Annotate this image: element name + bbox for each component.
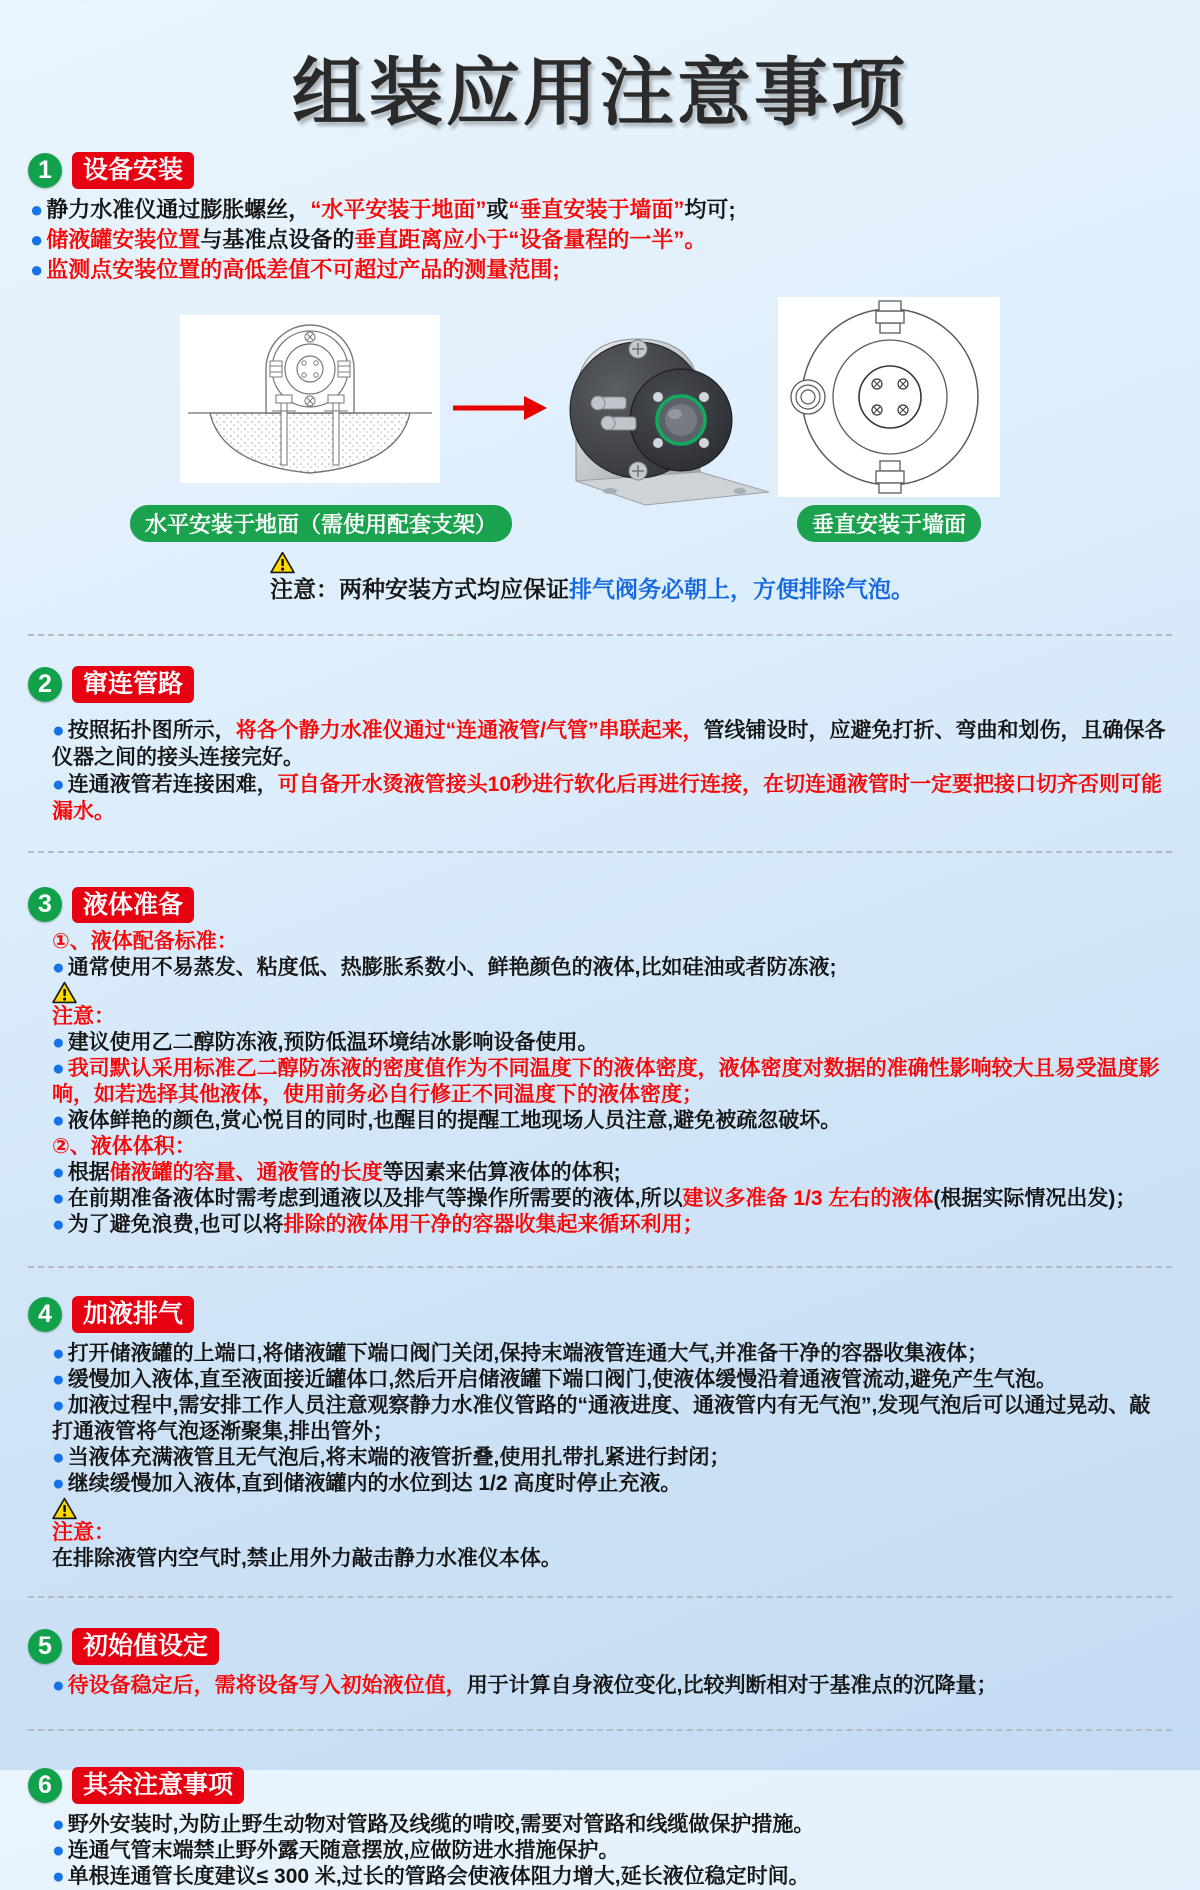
text-run: 按照拓扑图所示， bbox=[67, 718, 236, 742]
text-run: ①、液体配备标准： bbox=[52, 930, 238, 954]
instruction-line bbox=[52, 771, 1170, 825]
bullet-icon: ● bbox=[52, 956, 65, 980]
bullet-icon: ● bbox=[52, 1161, 65, 1185]
text-run: 建议多准备 1/3 左右的液体 bbox=[682, 1187, 934, 1211]
text-run: 可自备开水烫液管接头10秒进行软化后再进行连接，在切连通液管时一定要把接口切齐否则可能漏水。 bbox=[52, 772, 1163, 823]
text-run: 通常使用不易蒸发、粘度低、热膨胀系数小、鲜艳颜色的液体,比如硅油或者防冻液; bbox=[67, 956, 837, 980]
text-run: 当液体充满液管且无气泡后,将末端的液管折叠,使用扎带扎紧进行封闭； bbox=[67, 1446, 731, 1469]
text-run: (根据实际情况出发)； bbox=[933, 1187, 1137, 1211]
section-number-badge: 2 bbox=[28, 667, 62, 702]
text-run: 继续缓慢加入液体,直到储液罐内的水位到达 1/2 高度时停止充液。 bbox=[67, 1472, 682, 1495]
text-run: 垂直距离应小于“设备量程的一半”。 bbox=[354, 226, 707, 252]
section-6-lines bbox=[52, 1812, 1170, 1890]
section-number-badge: 5 bbox=[28, 1629, 62, 1664]
bullet-icon: ● bbox=[52, 1673, 65, 1697]
bullet-icon: ● bbox=[30, 256, 44, 282]
section-divider bbox=[28, 1596, 1172, 1598]
instruction-line bbox=[52, 955, 1170, 981]
section-divider bbox=[28, 851, 1172, 853]
bullet-icon: ● bbox=[30, 196, 44, 222]
installation-note bbox=[270, 551, 1200, 604]
text-run: 用于计算自身液位变化,比较判断相对于基准点的沉降量； bbox=[466, 1673, 998, 1697]
text-run: 我司默认采用标准乙二醇防冻液的密度值作为不同温度下的液体密度，液体密度对数据的准确性影响较大且易受温度影响，如若选择其他液体，使用前务必自行修正不同温度下的液体密度； bbox=[52, 1057, 1160, 1107]
instruction-line bbox=[52, 717, 1170, 771]
text-run: 储液罐的容量、通液管的长度 bbox=[109, 1161, 383, 1185]
bullet-icon: ● bbox=[52, 1472, 65, 1495]
warning-line bbox=[52, 1497, 1170, 1546]
instruction-line bbox=[52, 1341, 1170, 1367]
installation-figures bbox=[0, 293, 1200, 543]
section-3-header bbox=[28, 887, 1200, 924]
instruction-line bbox=[52, 1186, 1170, 1212]
bullet-icon: ● bbox=[52, 1109, 65, 1133]
bullet-icon: ● bbox=[52, 1057, 65, 1081]
text-run: 加液过程中,需安排工作人员注意观察静力水准仪管路的“通液进度、通液管内有无气泡”,发现气泡后可以通过晃动、敲打通液管将气泡逐渐聚集,排出管外； bbox=[52, 1394, 1151, 1443]
section-4-header bbox=[28, 1296, 1200, 1333]
section-4-lines bbox=[52, 1341, 1170, 1572]
instruction-line bbox=[52, 1812, 1170, 1838]
section-6-header bbox=[28, 1767, 1200, 1804]
bullet-icon: ● bbox=[52, 1446, 65, 1469]
text-run: “垂直安装于墙面” bbox=[508, 196, 685, 222]
section-2-header bbox=[28, 666, 1200, 703]
section-number-badge: 6 bbox=[28, 1768, 62, 1803]
section-2-lines bbox=[52, 717, 1170, 825]
bullet-icon: ● bbox=[52, 1368, 65, 1391]
bullet-icon: ● bbox=[52, 1812, 65, 1836]
instruction-line bbox=[52, 1445, 1170, 1471]
section-title-label: 加液排气 bbox=[72, 1296, 194, 1333]
instruction-line bbox=[30, 225, 1170, 255]
caption-right-wrap bbox=[779, 505, 999, 542]
text-run: 与基准点设备的 bbox=[200, 226, 355, 252]
ground-mount-diagram-box bbox=[180, 315, 440, 483]
bullet-icon: ● bbox=[52, 1864, 65, 1888]
section-title-label: 设备安装 bbox=[72, 152, 194, 189]
section-number-badge: 4 bbox=[28, 1297, 62, 1332]
instruction-line bbox=[52, 1393, 1170, 1445]
section-3-lines bbox=[52, 929, 1170, 1238]
text-run: 排除的液体用干净的容器收集起来循环利用； bbox=[283, 1213, 704, 1237]
instruction-line bbox=[52, 1546, 1170, 1572]
text-run: 管线铺设时，应避免打折、弯曲和划伤，且确保各仪器之间的接头连接完好。 bbox=[52, 718, 1166, 769]
figure-caption: 垂直安装于墙面 bbox=[797, 505, 981, 542]
text-run: ②、液体体积： bbox=[52, 1135, 196, 1159]
red-arrow-icon bbox=[452, 395, 548, 421]
warning-triangle-icon bbox=[270, 551, 295, 574]
text-run: 建议使用乙二醇防冻液,预防低温环境结冰影响设备使用。 bbox=[67, 1031, 599, 1055]
bullet-icon: ● bbox=[52, 1342, 65, 1365]
section-title-label: 其余注意事项 bbox=[72, 1767, 244, 1804]
page-title: 组装应用注意事项 bbox=[292, 51, 908, 134]
text-run: 注意：两种安装方式均应保证 bbox=[270, 575, 569, 602]
section-divider bbox=[28, 1266, 1172, 1268]
section-5-lines bbox=[52, 1673, 1170, 1699]
bullet-icon: ● bbox=[52, 1187, 65, 1211]
text-run: 储液罐安装位置 bbox=[46, 226, 201, 252]
instruction-line bbox=[52, 1160, 1170, 1186]
instruction-line bbox=[30, 255, 1170, 285]
section-divider bbox=[28, 634, 1172, 636]
text-run: 连通液管若连接困难， bbox=[67, 772, 278, 796]
section-5-header bbox=[28, 1628, 1200, 1665]
text-run: 野外安装时,为防止野生动物对管路及线缆的啃咬,需要对管路和线缆做保护措施。 bbox=[67, 1812, 815, 1836]
text-run: 根据 bbox=[67, 1161, 110, 1185]
instruction-line bbox=[52, 1056, 1170, 1108]
bullet-icon: ● bbox=[52, 1394, 65, 1417]
text-run: 打开储液罐的上端口,将储液罐下端口阀门关闭,保持末端液管连通大气,并准备干净的容器收集液体； bbox=[67, 1342, 989, 1365]
figure-caption: 水平安装于地面（需使用配套支架） bbox=[130, 505, 512, 542]
caption-left-wrap bbox=[130, 505, 498, 542]
instruction-line bbox=[52, 1673, 1170, 1699]
text-run: 待设备稳定后，需将设备写入初始液位值， bbox=[67, 1673, 467, 1697]
section-number-badge: 3 bbox=[28, 887, 62, 922]
bullet-icon: ● bbox=[52, 718, 65, 742]
wall-mount-diagram-box bbox=[778, 297, 1000, 497]
text-run: 注意： bbox=[52, 1521, 115, 1544]
text-run: 液体鲜艳的颜色,赏心悦目的同时,也醒目的提醒工地现场人员注意,避免被疏忽破坏。 bbox=[67, 1109, 842, 1133]
text-run: 注意： bbox=[52, 1005, 115, 1029]
instruction-line bbox=[30, 195, 1170, 225]
text-run: 或 bbox=[486, 196, 509, 222]
text-run: 连通气管末端禁止野外露天随意摆放,应做防进水措施保护。 bbox=[67, 1838, 620, 1862]
bullet-icon: ● bbox=[52, 1213, 65, 1237]
text-run: 排气阀务必朝上，方便排除气泡。 bbox=[569, 575, 914, 602]
text-run: 为了避免浪费,也可以将 bbox=[67, 1213, 284, 1237]
text-run: 缓慢加入液体,直至液面接近罐体口,然后开启储液罐下端口阀门,使液体缓慢沿着通液管流动,避免产生气泡。 bbox=[67, 1368, 1058, 1391]
section-number-badge: 1 bbox=[28, 153, 62, 188]
sub-heading bbox=[52, 929, 1170, 955]
text-run: 在前期准备液体时需考虑到通液以及排气等操作所需要的液体,所以 bbox=[67, 1187, 683, 1211]
text-run: 在排除液管内空气时,禁止用外力敲击静力水准仪本体。 bbox=[52, 1547, 562, 1570]
instruction-line bbox=[52, 1864, 1170, 1890]
warning-triangle-icon bbox=[52, 981, 77, 1004]
bullet-icon: ● bbox=[52, 1838, 65, 1862]
text-run: 单根连通管长度建议≤ 300 米,过长的管路会使液体阻力增大,延长液位稳定时间。 bbox=[67, 1864, 810, 1888]
text-run: “水平安装于地面” bbox=[310, 196, 487, 222]
instruction-line bbox=[52, 1108, 1170, 1134]
sub-heading bbox=[52, 1134, 1170, 1160]
instruction-line bbox=[52, 1367, 1170, 1393]
section-1-lines bbox=[30, 195, 1170, 285]
instruction-line bbox=[52, 1838, 1170, 1864]
section-title-label: 液体准备 bbox=[72, 887, 194, 924]
wall-mount-diagram bbox=[778, 297, 1000, 497]
section-1-header bbox=[28, 152, 1200, 189]
section-title-label: 初始值设定 bbox=[72, 1628, 219, 1665]
warning-triangle-icon bbox=[52, 1497, 77, 1520]
instruction-line bbox=[52, 1212, 1170, 1238]
bullet-icon: ● bbox=[30, 226, 44, 252]
bullet-icon: ● bbox=[52, 772, 65, 796]
section-title-label: 窜连管路 bbox=[72, 666, 194, 703]
text-run: 监测点安装位置的高低差值不可超过产品的测量范围; bbox=[46, 256, 560, 282]
text-run: 静力水准仪通过膨胀螺丝， bbox=[46, 196, 311, 222]
bullet-icon: ● bbox=[52, 1031, 65, 1055]
device-photo bbox=[548, 321, 773, 509]
warning-line bbox=[52, 981, 1170, 1030]
instruction-line bbox=[52, 1471, 1170, 1497]
ground-mount-diagram bbox=[180, 315, 440, 483]
section-divider bbox=[28, 1729, 1172, 1731]
instruction-line bbox=[52, 1030, 1170, 1056]
text-run: 将各个静力水准仪通过“连通液管/气管”串联起来， bbox=[235, 718, 704, 742]
text-run: 均可; bbox=[684, 196, 736, 222]
text-run: 等因素来估算液体的体积; bbox=[382, 1161, 621, 1185]
